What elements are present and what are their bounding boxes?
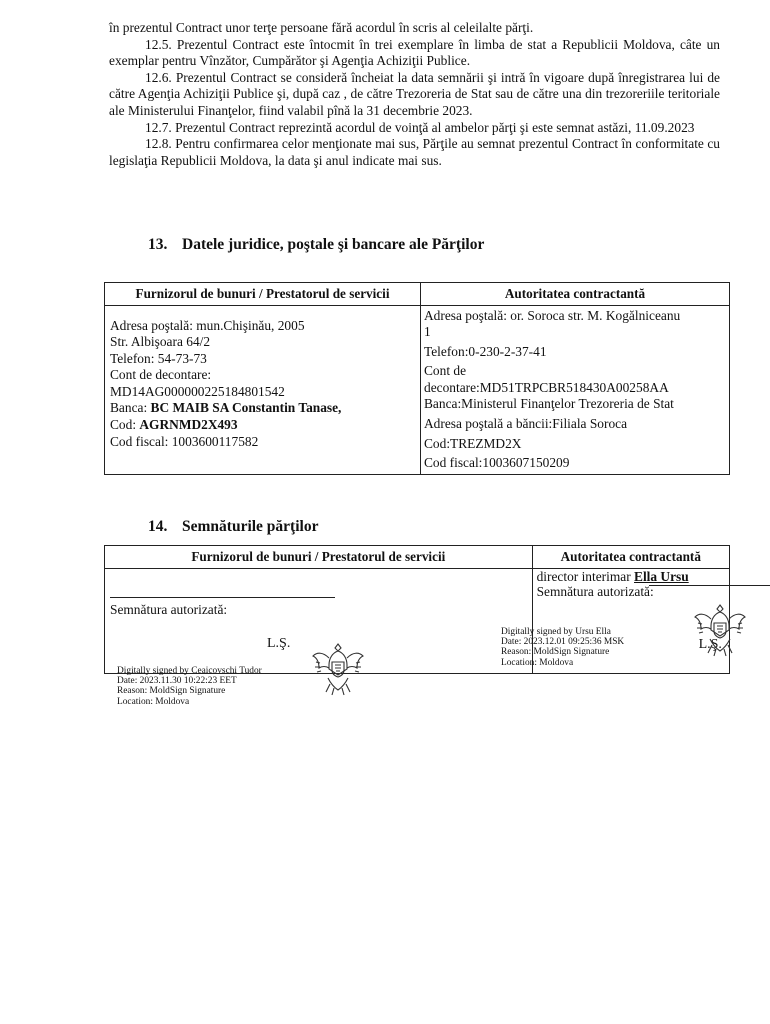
authority-signature-label: Semnătura autorizată: [536, 583, 654, 599]
supplier-fiscal-code: Cod fiscal: 1003600117582 [110, 433, 259, 449]
supplier-address: Adresa poştală: mun.Chişinău, 2005 [110, 317, 305, 333]
section-13-heading [148, 236, 484, 254]
authority-header [421, 283, 730, 306]
contract-clauses [109, 20, 720, 169]
moldova-coat-of-arms-icon [692, 601, 748, 659]
legal-data-table [104, 282, 730, 475]
section-14-heading [148, 518, 318, 536]
clause-12-7: 12.7. Prezentul Contract reprezintă acordul de voinţă al ambelor părţi şi este semnat astăzi, 11.09.2023 [145, 119, 695, 135]
authority-phone: Telefon:0-230-2-37-41 [424, 343, 547, 359]
signatures-table [104, 545, 730, 674]
authority-role: director interimar [536, 568, 635, 584]
supplier-bank [110, 400, 415, 417]
authority-code: Cod:TREZMD2X [424, 435, 522, 451]
section-14-title: Semnăturile părţilor [182, 518, 319, 535]
supplier-digital-signature [117, 666, 262, 707]
dsig-left-reason: Reason: MoldSign Signature [117, 686, 226, 697]
supplier-phone: Telefon: 54-73-73 [110, 350, 207, 366]
authority-name-line [649, 585, 770, 586]
clause-12-5: 12.5. Prezentul Contract este întocmit în trei exemplare în limba de stat a Republicii Moldova, câte un exemplar pentru Vînzător, Cumpărător şi Agenţia Achiziţii Publice. [109, 36, 720, 69]
dsig-right-reason: Reason: MoldSign Signature [501, 647, 610, 658]
sig-authority-header [532, 546, 729, 569]
supplier-bank-name: BC MAIB SA Constantin Tanase, [150, 400, 342, 416]
section-14-number: 14. [148, 518, 168, 535]
supplier-header [105, 283, 421, 306]
supplier-details [105, 305, 421, 474]
dsig-left-signer: Digitally signed by Ceaicovschi Tudor [117, 666, 262, 676]
authority-digital-signature [501, 627, 624, 668]
authority-header-text: Autoritatea contractantă [504, 286, 646, 301]
authority-address-1: Adresa poştală: or. Soroca str. M. Kogălniceanu [424, 307, 681, 323]
supplier-account: MD14AG000000225184801542 [110, 383, 285, 399]
moldova-coat-of-arms-icon [310, 640, 366, 698]
supplier-stamp-mark: L.Ş. [267, 635, 291, 651]
dsig-right-location: Location: Moldova [501, 657, 574, 668]
authority-bank: Banca:Ministerul Finanţelor Trezoreria de Stat [424, 396, 674, 412]
supplier-bank-label: Banca: [110, 400, 151, 416]
authority-name: Ella Ursu [634, 568, 689, 584]
authority-details [421, 305, 730, 474]
dsig-right-date: Date: 2023.12.01 09:25:36 MSK [501, 637, 625, 648]
supplier-code-value: AGRNMD2X493 [139, 417, 238, 433]
supplier-code [110, 417, 415, 434]
sig-authority-header-text: Autoritatea contractantă [560, 549, 701, 564]
supplier-signature-line [110, 597, 335, 598]
supplier-street: Str. Albişoara 64/2 [110, 334, 211, 350]
dsig-right-signer: Digitally signed by Ursu Ella [501, 627, 611, 637]
clause-12-6: 12.6. Prezentul Contract se consideră încheiat la data semnării şi intră în vigoare după înregistrarea lui de către Agenţia Achiziţii Publice şi, după caz , de către Trezoreria de Stat sau de către una din trezoreriile teritoriale ale Ministerului Finanţelor, fiind valabil pînă la 31 decembrie 2023. [109, 69, 720, 118]
authority-stamp-mark: L.Ş. [698, 636, 722, 652]
sig-supplier-header [105, 546, 533, 569]
clause-continuation: în prezentul Contract unor terţe persoane fără acordul în scris al celeilalte părţi. [109, 20, 534, 35]
section-13-title: Datele juridice, poştale şi bancare ale Părţilor [182, 236, 485, 253]
supplier-signature-label: Semnătura autorizată: [110, 601, 228, 617]
section-13-number: 13. [148, 236, 168, 253]
authority-account-2: decontare:MD51TRPCBR518430A00258AA [424, 379, 669, 395]
dsig-left-location: Location: Moldova [117, 696, 190, 707]
authority-bank-address: Adresa poştală a băncii:Filiala Soroca [424, 416, 628, 432]
clause-12-8: 12.8. Pentru confirmarea celor menţionate mai sus, Părţile au semnat prezentul Contract în conformitate cu legislaţia Republicii Moldova, la data şi anul indicate mai sus. [109, 136, 720, 168]
authority-account-1: Cont de [424, 363, 467, 379]
authority-address-2: 1 [424, 324, 431, 340]
supplier-header-text: Furnizorul de bunuri / Prestatorul de servicii [135, 286, 390, 301]
dsig-left-date: Date: 2023.11.30 10:22:23 EET [117, 676, 237, 687]
supplier-account-label: Cont de decontare: [110, 367, 212, 383]
sig-supplier-header-text: Furnizorul de bunuri / Prestatorul de servicii [191, 549, 446, 564]
supplier-code-label: Cod: [110, 417, 140, 433]
authority-fiscal-code: Cod fiscal:1003607150209 [424, 455, 570, 471]
